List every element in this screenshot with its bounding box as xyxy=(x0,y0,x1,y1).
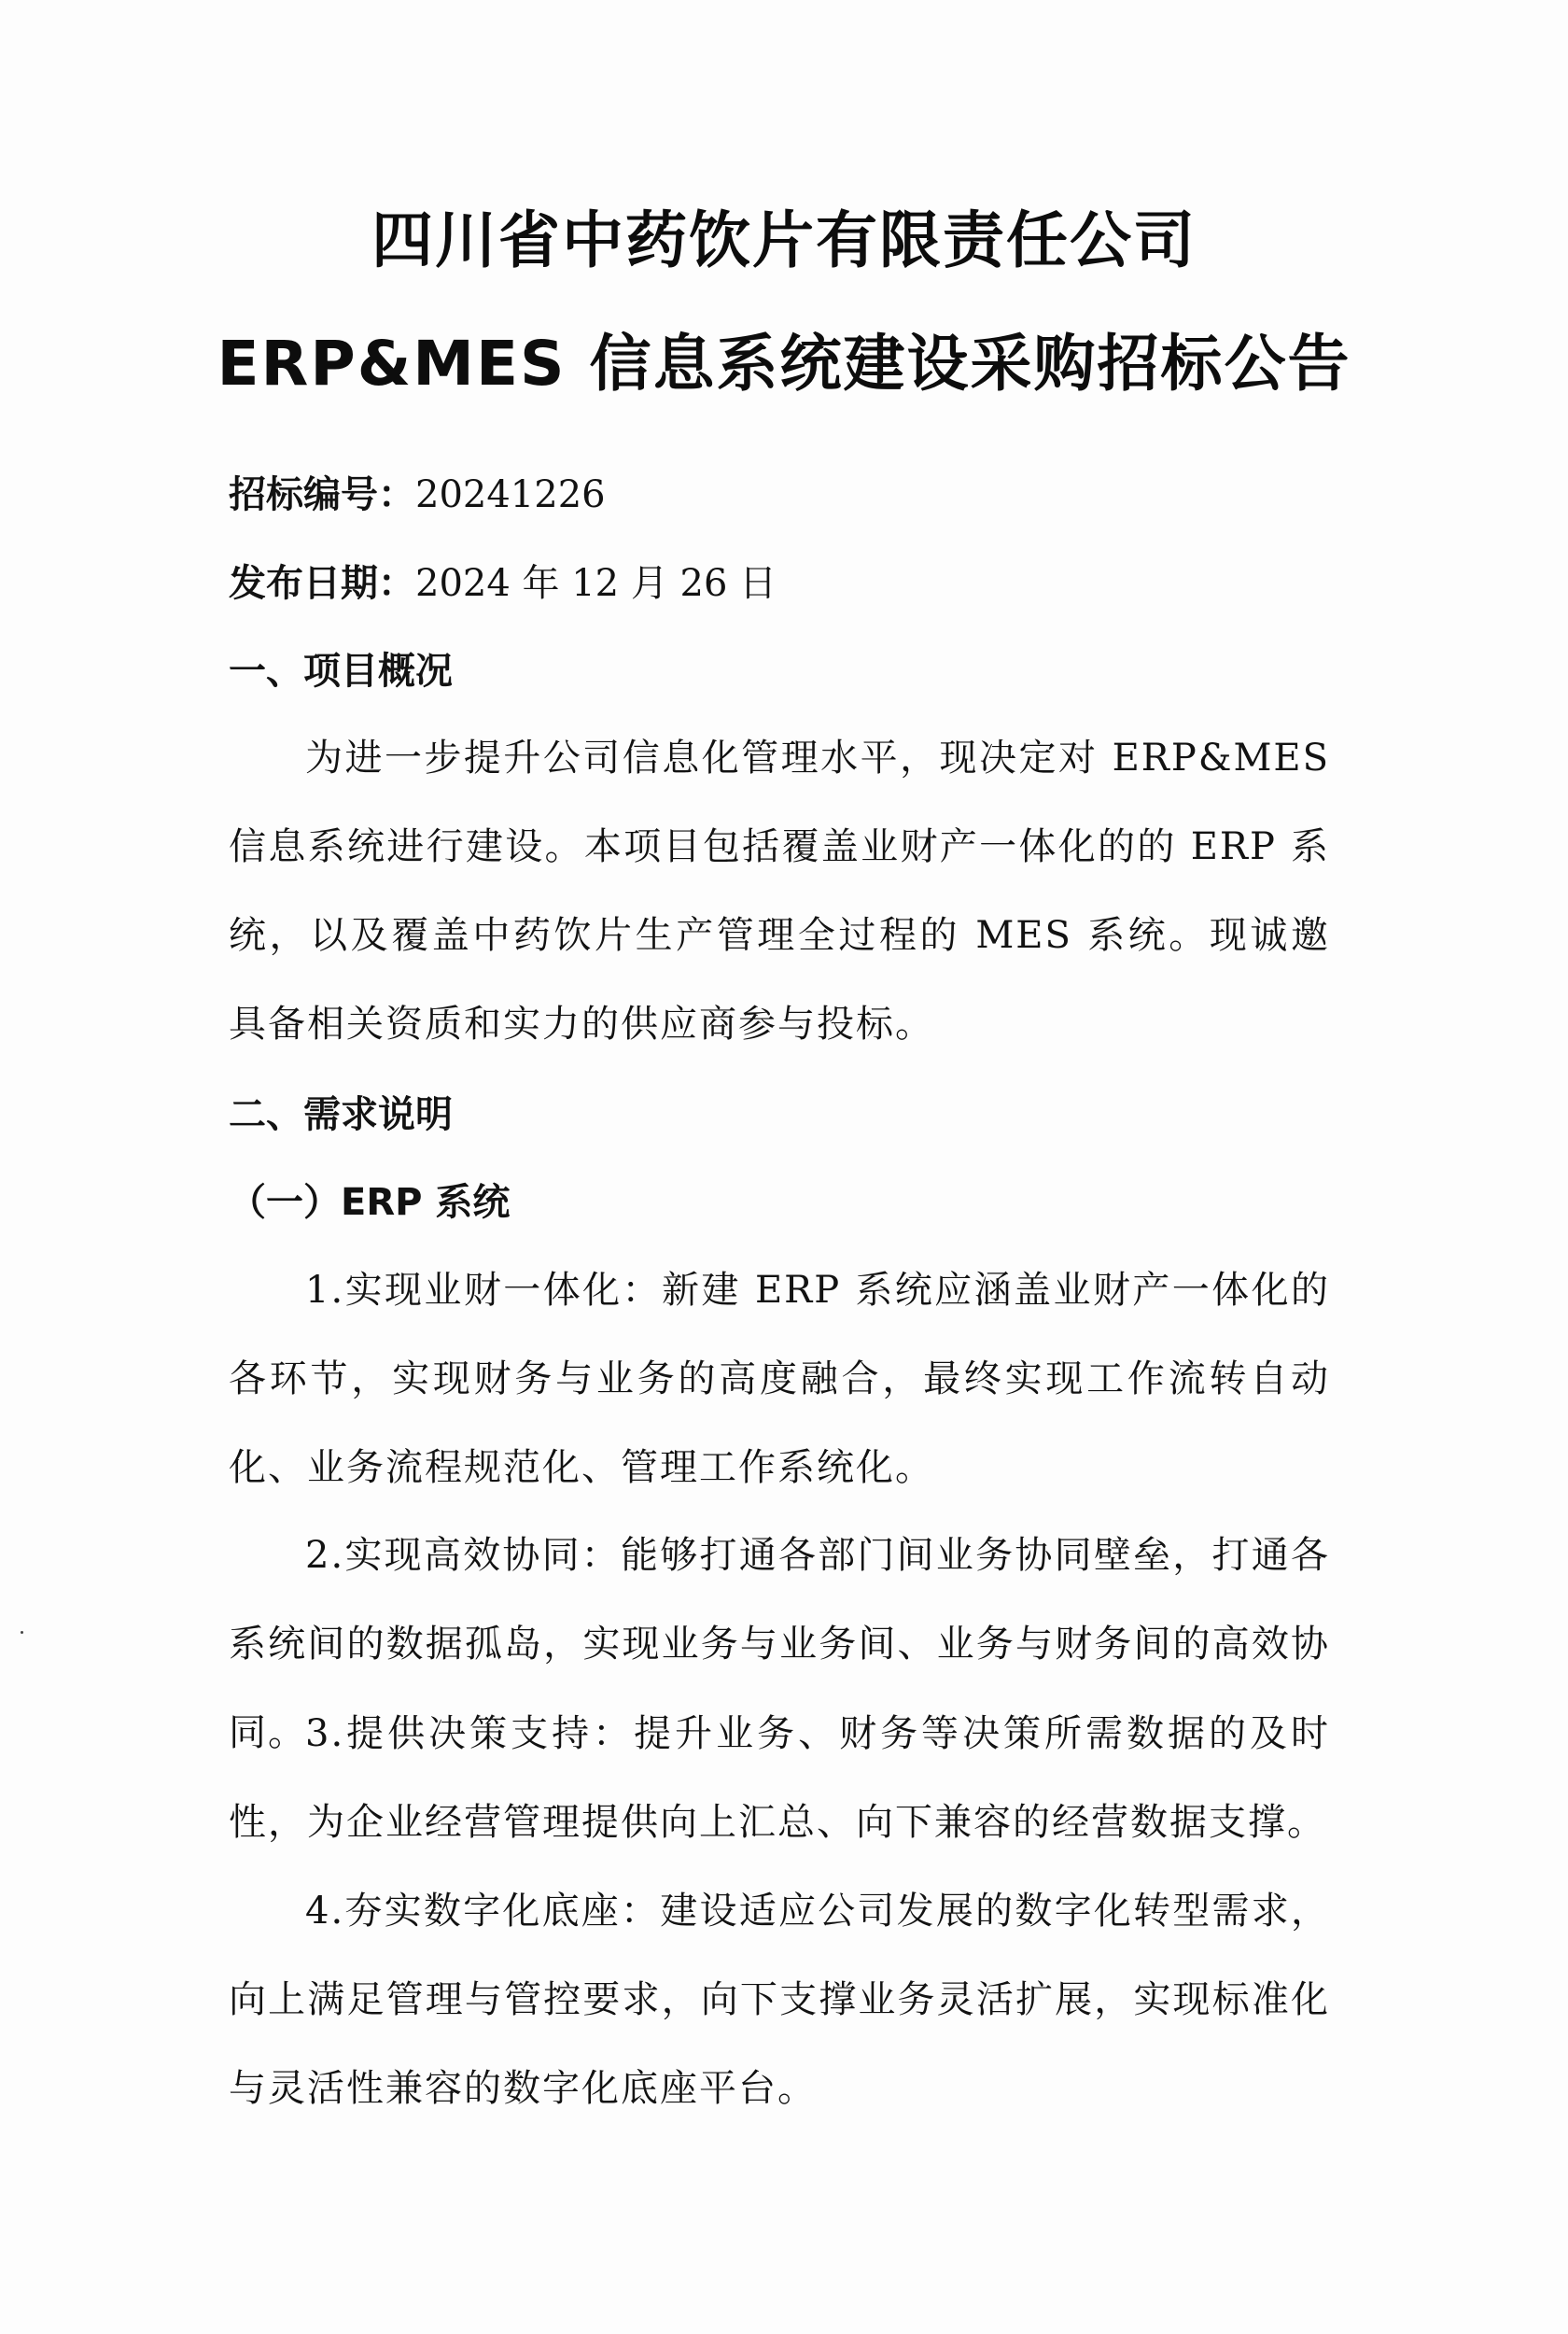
release-date-value: 2024 年 12 月 26 日 xyxy=(415,562,777,605)
list-item-1: 1.实现业财一体化：新建 ERP 系统应涵盖业财产一体化的各环节，实现财务与业务的高度融合，最终实现工作流转自动化、业务流程规范化、管理工作系统化。 xyxy=(229,1269,1330,1489)
section1-paragraph: 为进一步提升公司信息化管理水平，现决定对 ERP&MES 信息系统进行建设。本项目包括覆盖业财产一体化的的 ERP 系统，以及覆盖中药饮片生产管理全过程的 MES 系统。现诚邀具备相关资质和实力的供应商参与投标。 xyxy=(229,737,1330,1046)
release-date-label: 发布日期： xyxy=(229,562,415,605)
bid-number-row xyxy=(229,471,606,519)
scan-speck xyxy=(21,1631,23,1634)
section1-heading: 一、项目概况 xyxy=(229,650,453,693)
list-item-2: 2.实现高效协同：能够打通各部门间业务协同壁垒，打通各系统间的数据孤岛，实现业务与业务间、业务与财务间的高效协同。 xyxy=(229,1534,1330,1754)
bid-number-label: 招标编号： xyxy=(229,473,415,516)
document-title-line1: 四川省中药饮片有限责任公司 xyxy=(371,204,1197,276)
list-item-4: 4.夯实数字化底座：建设适应公司发展的数字化转型需求，向上满足管理与管控要求，向下支撑业务灵活扩展，实现标准化与灵活性兼容的数字化底座平台。 xyxy=(229,1890,1330,2110)
subsection1-heading: （一）ERP 系统 xyxy=(229,1181,511,1224)
bid-number-value: 20241226 xyxy=(415,473,606,516)
section2-heading: 二、需求说明 xyxy=(229,1093,453,1136)
document-title-line2: ERP&MES 信息系统建设采购招标公告 xyxy=(217,328,1351,400)
list-item-3: 3.提供决策支持：提升业务、财务等决策所需数据的及时性，为企业经营管理提供向上汇总、向下兼容的经营数据支撑。 xyxy=(229,1712,1330,1844)
release-date-row xyxy=(229,559,777,608)
